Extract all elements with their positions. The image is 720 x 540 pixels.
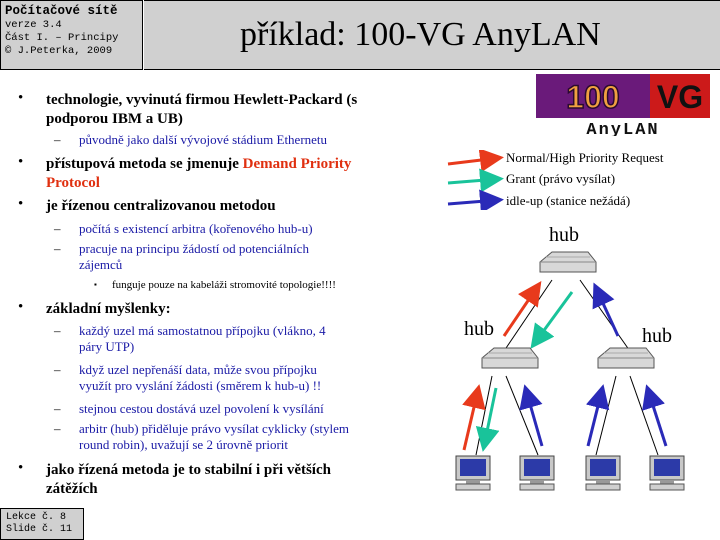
dash-glyph: – — [54, 221, 61, 236]
bullet-basic-ideas: základní myšlenky: — [46, 301, 171, 317]
sub-bullet-arbiter: počítá s existencí arbitra (kořenového hub-u) — [79, 221, 313, 236]
grant-arrow-left-to-pc1 — [484, 388, 496, 446]
bullet-glyph: • — [18, 196, 24, 212]
version-text: verze 3.4 — [5, 19, 62, 31]
part-text: Část I. – Principy — [5, 32, 119, 44]
computer-icon — [650, 456, 684, 490]
bullet-glyph: • — [18, 460, 24, 476]
bullet-glyph: • — [18, 90, 24, 106]
legend-normal-priority: Normal/High Priority Request — [506, 150, 664, 165]
bullet-centralized: je řízenou centralizovanou metodou — [46, 198, 276, 214]
legend-grant: Grant (právo vysílat) — [506, 171, 616, 186]
course-info-box — [0, 0, 143, 70]
computer-icon — [520, 456, 554, 490]
sub-bullet-idle-request: když uzel nepřenáší data, může svou přípojku využít pro vyslání žádosti (směrem k hub-u) !! — [79, 362, 322, 393]
link-right-pc3 — [596, 376, 616, 455]
lecture-number: Lekce č. 8 — [6, 512, 67, 523]
sub-bullet-own-link: každý uzel má samostatnou přípojku (vlákno, 4 páry UTP) — [79, 323, 326, 354]
sub-bullet-requests: pracuje na principu žádostí od potenciálních zájemců — [79, 241, 309, 272]
legend-idle-up: idle-up (stanice nežádá) — [506, 193, 631, 208]
computer-icon — [456, 456, 490, 490]
bullet-glyph: • — [18, 299, 24, 315]
dash-glyph: – — [54, 401, 61, 416]
idle-arrow-pc4-to-right — [648, 390, 666, 446]
left-hub-icon — [482, 348, 538, 368]
topology-diagram — [440, 140, 720, 500]
hub-label-right: hub — [642, 325, 672, 347]
square-glyph: ▪ — [94, 280, 97, 289]
idle-arrow-pc2-to-left — [526, 390, 542, 446]
slide-number: Slide č. 11 — [6, 524, 73, 535]
dash-glyph: – — [54, 241, 61, 256]
bullet-technology: technologie, vyvinutá firmou Hewlett-Packard (s podporou IBM a UB) — [46, 92, 358, 127]
slide-title: příklad: 100-VG AnyLAN — [240, 16, 601, 53]
bullet-glyph: • — [18, 154, 24, 170]
right-hub-icon — [598, 348, 654, 368]
bullet-stability: jako řízená metoda je to stabilní i při větších zátěžích — [46, 462, 331, 497]
root-hub-icon — [540, 252, 596, 272]
sub-bullet-round-robin: arbitr (hub) přiděluje právo vysílat cyklicky (stylem round robin), uvažují se 2 úrovně priorit — [79, 421, 350, 452]
100vg-anylan-logo — [536, 74, 710, 136]
request-arrow-pc1-to-left — [464, 390, 478, 450]
dash-glyph: – — [54, 132, 61, 147]
dash-glyph: – — [54, 362, 61, 377]
dash-glyph: – — [54, 323, 61, 338]
link-right-pc4 — [630, 376, 658, 455]
sub-bullet-origin: původně jako další vývojové stádium Ethernetu — [79, 132, 328, 147]
bullet-access-method: přístupová metoda se jmenuje Demand Priority Protocol — [46, 156, 352, 191]
logo-100-text: 100 — [566, 79, 620, 115]
computer-icon — [586, 456, 620, 490]
link-root-left — [502, 280, 552, 354]
copyright-text: © J.Peterka, 2009 — [5, 45, 113, 57]
dash-glyph: – — [54, 421, 61, 436]
title-bar — [144, 0, 720, 70]
sub-bullet-permission: stejnou cestou dostává uzel povolení k vysílání — [79, 401, 324, 416]
logo-vg-text: VG — [656, 79, 704, 115]
course-title: Počítačové sítě — [5, 4, 118, 18]
grant-arrow-root-to-left — [534, 292, 572, 344]
link-root-right — [580, 280, 632, 354]
request-arrow-left-to-root — [504, 286, 538, 336]
demand-priority-term: Demand Priority — [242, 156, 352, 172]
sub-sub-bullet-tree: funguje pouze na kabeláži stromovité topologie!!!! — [112, 279, 336, 291]
hub-label-left: hub — [464, 318, 494, 340]
hub-label-root: hub — [549, 224, 579, 246]
logo-anylan-text: AnyLAN — [586, 121, 660, 136]
slide-number-box — [0, 508, 84, 540]
idle-arrow-right-to-root — [596, 288, 618, 336]
